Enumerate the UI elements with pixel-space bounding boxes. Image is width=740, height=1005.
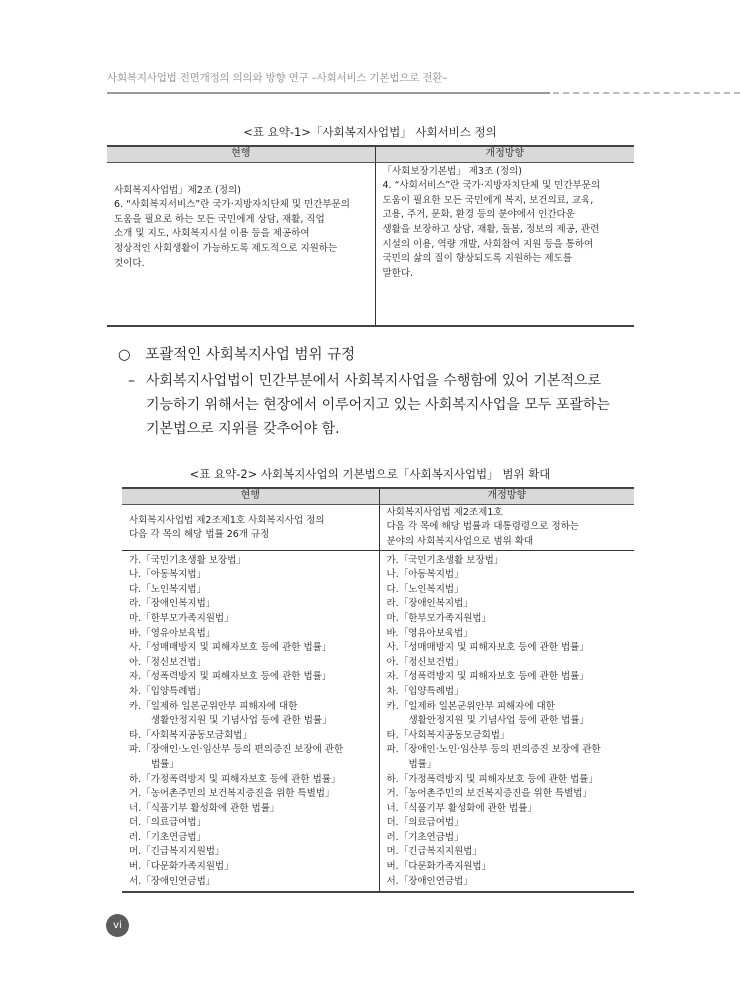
table2-list-item: 서.「장애인연금법」 xyxy=(386,875,473,887)
page-number-badge: vi xyxy=(106,914,129,937)
table2-list-item: 바.「영유아보육법」 xyxy=(129,627,216,639)
table2-list-item: 하.「가정폭력방지 및 피해자보호 등에 관한 법률」 xyxy=(386,773,598,785)
table2-intro-current xyxy=(122,504,379,550)
table1-current-line: 6. “사회복지서비스”란 국가·지방자치단체 및 민간부문의 xyxy=(114,199,350,211)
paragraph-text: 사회복지사업법이 민간부분에서 사회복지사업을 수행함에 있어 기본적으로 기능하기 위해서는 현장에서 이루어지고 있는 사회복지사업을 모두 포괄하는 기본법으로 지위를 갖추어야 함. xyxy=(146,373,610,437)
paragraph-dash: – xyxy=(128,373,135,389)
table2-list-item: 버.「다문화가족지원법」 xyxy=(386,861,492,873)
table2-intro-revision-line: 사회복지사업법 제2조제1호 xyxy=(386,506,503,518)
table1-current-line: 정상적인 사회생활이 가능하도록 제도적으로 지원하는 xyxy=(114,242,338,254)
table2 xyxy=(122,487,634,893)
table2-list-item: 다.「노인복지법」 xyxy=(129,583,207,595)
table2-header-current: 현행 xyxy=(122,488,379,504)
table2-list-item: 가.「국민기초생활 보장법」 xyxy=(129,554,246,566)
table2-list-item: 파.「장애인·노인·임산부 등의 편의증진 보장에 관한 xyxy=(386,744,601,756)
table2-list-item: 아.「정신보건법」 xyxy=(129,656,207,668)
table1-revision-line: 4. “사회서비스”란 국가·지방자치단체 및 민간부문의 xyxy=(382,180,601,192)
table2-list-item: 러.「기초연금법」 xyxy=(386,831,464,843)
header-dashed-rule xyxy=(553,92,740,94)
table2-list-item: 가.「국민기초생활 보장법」 xyxy=(386,554,504,566)
table2-list-item: 차.「입양특례법」 xyxy=(386,685,464,697)
table2-list-item: 파.「장애인·노인·임산부 등의 편의증진 보장에 관한 xyxy=(129,744,344,756)
table2-list-item: 버.「다문화가족지원법」 xyxy=(129,861,234,873)
table2-list-item: 하.「가정폭력방지 및 피해자보호 등에 관한 법률」 xyxy=(129,773,341,785)
table2-list-item: 생활안정지원 및 기념사업 등에 관한 법률」 xyxy=(151,715,332,727)
table2-list-item: 자.「성폭력방지 및 피해자보호 등에 관한 법률」 xyxy=(129,671,332,683)
table1-revision-line: 시설의 이용, 역량 개발, 사회참여 지원 등을 통하여 xyxy=(382,238,594,250)
table1-revision-line: 말한다. xyxy=(382,267,414,279)
table2-items-current xyxy=(122,550,379,892)
table2-list-item: 더.「의료급여법」 xyxy=(386,817,464,829)
table1-revision-line: 도움이 필요한 모든 국민에게 복지, 보건의료, 교육, xyxy=(382,194,594,206)
table2-intro-current-line: 사회복지사업법 제2조제1호 사회복지사업 정의 xyxy=(129,514,325,526)
table2-list-item: 사.「성매매방지 및 피해자보호 등에 관한 법률」 xyxy=(386,642,589,654)
section-heading-text: 포괄적인 사회복지사업 범위 규정 xyxy=(145,347,356,363)
table2-list-item: 마.「한부모가족지원법」 xyxy=(386,612,492,624)
table1-revision-line: 국민의 삶의 질이 향상되도록 지원하는 제도를 xyxy=(382,253,572,265)
table2-list-item: 러.「기초연금법」 xyxy=(129,831,207,843)
table1 xyxy=(107,145,634,327)
table2-caption: <표 요약-2> 사회복지사업의 기본법으로「사회복지사업법」 범위 확대 xyxy=(189,467,551,481)
table2-list-item: 나.「아동복지법」 xyxy=(386,569,464,581)
table1-current-cell xyxy=(107,162,375,326)
table2-intro-revision-line: 다음 각 목에 해당 법률과 대통령령으로 정하는 xyxy=(386,521,579,533)
table2-list-item: 사.「성매매방지 및 피해자보호 등에 관한 법률」 xyxy=(129,642,332,654)
table2-list-item: 마.「한부모가족지원법」 xyxy=(129,612,234,624)
table2-list-item: 더.「의료급여법」 xyxy=(129,817,207,829)
table2-list-item: 자.「성폭력방지 및 피해자보호 등에 관한 법률」 xyxy=(386,671,589,683)
table2-header-revision: 개정방향 xyxy=(379,488,634,504)
table1-caption: <표 요약-1>「사회복지사업법」 사회서비스 정의 xyxy=(243,125,497,139)
table2-intro-revision-line: 분야의 사회복지사업으로 범위 확대 xyxy=(386,535,534,547)
table2-intro-current-line: 다음 각 목의 해당 법률 26개 규정 xyxy=(129,529,270,541)
table1-revision-line: 「사회보장기본법」 제3조 (정의) xyxy=(382,165,522,177)
table2-list-item: 타.「사회복지공동모금회법」 xyxy=(386,729,510,741)
table2-list-item: 다.「노인복지법」 xyxy=(386,583,464,595)
table2-list-item: 머.「긴급복지지원법」 xyxy=(386,846,482,858)
table2-intro-revision xyxy=(379,504,634,550)
table1-header-current: 현행 xyxy=(107,146,375,162)
table2-list-item: 너.「식품기부 활성화에 관한 법률」 xyxy=(129,802,280,814)
table2-list-item: 바.「영유아보육법」 xyxy=(386,627,473,639)
table2-list-item: 머.「긴급복지지원법」 xyxy=(129,846,225,858)
table2-list-item: 너.「식품기부 활성화에 관한 법률」 xyxy=(386,802,537,814)
table1-current-line: 도움을 필요로 하는 모든 국민에게 상담, 재활, 직업 xyxy=(114,213,325,225)
table1-revision-line: 고용, 주거, 문화, 환경 등의 분야에서 인간다운 xyxy=(382,209,575,221)
table1-revision-cell xyxy=(375,162,634,326)
table2-list-item: 거.「농어촌주민의 보건복지증진을 위한 특별법」 xyxy=(386,788,592,800)
table2-list-item: 법률」 xyxy=(151,758,179,770)
table2-list-item: 타.「사회복지공동모금회법」 xyxy=(129,729,252,741)
section-heading xyxy=(118,343,355,364)
table2-list-item: 나.「아동복지법」 xyxy=(129,569,207,581)
table2-list-item: 법률」 xyxy=(408,758,437,770)
table2-list-item: 차.「입양특례법」 xyxy=(129,685,207,697)
table2-list-item: 거.「농어촌주민의 보건복지증진을 위한 특별법」 xyxy=(129,788,335,800)
bullet-circle: ○ xyxy=(118,347,131,363)
table2-list-item: 라.「장애인복지법」 xyxy=(386,598,473,610)
table2-list-item: 라.「장애인복지법」 xyxy=(129,598,216,610)
table2-list-item: 생활안정지원 및 기념사업 등에 관한 법률」 xyxy=(408,715,590,727)
running-header: 사회복지사업법 전면개정의 의의와 방향 연구 –사회서비스 기본법으로 전환– xyxy=(107,72,448,84)
table2-list-item: 카.「일제하 일본군위안부 피해자에 대한 xyxy=(386,700,555,712)
table1-current-line: 사회복지사업법」제2조 (정의) xyxy=(114,184,241,196)
table2-list-item: 카.「일제하 일본군위안부 피해자에 대한 xyxy=(129,700,298,712)
table2-list-item: 아.「정신보건법」 xyxy=(386,656,464,668)
table1-current-line: 것이다. xyxy=(114,257,145,269)
table1-revision-line: 생활을 보장하고 상담, 재활, 돌봄, 정보의 제공, 관련 xyxy=(382,223,600,235)
table1-header-revision: 개정방향 xyxy=(375,146,634,162)
header-rule xyxy=(107,92,550,94)
section-paragraph xyxy=(128,369,638,441)
table2-items-revision xyxy=(379,550,634,892)
table2-list-item: 서.「장애인연금법」 xyxy=(129,875,216,887)
table1-current-line: 소개 및 지도, 사회복지시설 이용 등을 제공하여 xyxy=(114,228,310,240)
